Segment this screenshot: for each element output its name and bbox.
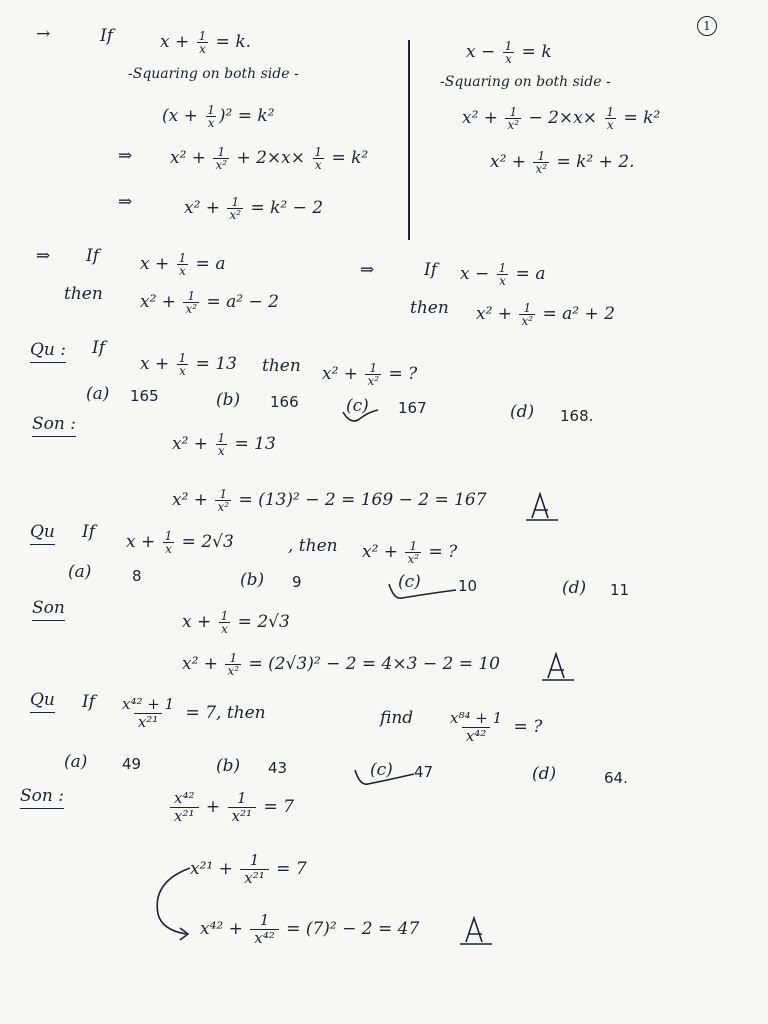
option-a-value: 49 [122,755,142,773]
option-b-value: 43 [268,759,288,777]
option-d: (d) [532,764,557,784]
question-2-label: Qu [30,522,55,545]
if-label: If [100,26,114,46]
result-right: x² + $\frac{1}{\text{x²}}$ = k² + 2. [490,149,635,176]
option-d-value: 64. [604,769,628,787]
question-3-label: Qu [30,690,55,713]
then-label: then [410,298,449,318]
option-a-value: 165 [130,387,159,405]
option-d-value: 168. [560,407,594,425]
solution-2-step-2: x² + $\frac{1}{\text{x²}}$ = (2√3)² − 2 = 4×3 − 2 = 10 [182,651,500,678]
identity-given-right: x − $\frac{1}{x}$ = k [466,39,552,66]
question-3-given: $\frac{\text{x⁴² + 1}}{\text{x²¹}}$ = 7, then [122,695,266,731]
find-label: find [380,708,414,728]
tick-mark-icon [352,764,416,790]
option-a: (a) [68,562,92,582]
option-d: (d) [510,402,535,422]
option-b: (b) [240,570,265,590]
option-c-value: 167 [398,399,427,417]
question-2-given: x + $\frac{1}{x}$ = 2√3 [126,529,234,556]
expansion-left: x² + $\frac{1}{\text{x²}}$ + 2×x× $\frac{1}{x}$ = k² [170,145,369,172]
if-label: If [92,338,106,358]
solution-3-step-1: $\frac{\text{x⁴²}}{\text{x²¹}}$ + $\frac{1}{\text{x²¹}}$ = 7 [168,790,294,825]
squared-equation-left: (x + $\frac{1}{x}$ )² = k² [162,103,275,130]
question-2-ask: x² + $\frac{1}{\text{x²}}$ = ? [362,539,458,566]
answer-mark-icon [458,914,494,952]
answer-mark-icon [524,490,560,528]
rule-result-left: x² + $\frac{1}{\text{x²}}$ = a² − 2 [140,289,279,316]
result-left: x² + $\frac{1}{\text{x²}}$ = k² − 2 [184,195,324,222]
curved-arrow-icon [150,862,200,946]
option-c-value: 10 [458,577,478,595]
option-b: (b) [216,756,241,776]
option-a: (a) [64,752,88,772]
arrow-icon: → [36,24,51,44]
solution-3-label: Son : [20,786,64,809]
option-a-value: 8 [132,567,142,585]
option-d: (d) [562,578,587,598]
solution-3-step-3: x⁴² + $\frac{1}{\text{x⁴²}}$ = (7)² − 2 = 47 [200,911,420,947]
option-c: (c) [370,760,393,780]
option-b-value: 166 [270,393,299,411]
option-d-value: 11 [610,581,630,599]
solution-3-step-2: x²¹ + $\frac{1}{\text{x²¹}}$ = 7 [190,851,307,887]
tick-mark-icon [386,576,458,604]
then-label: , then [288,536,338,556]
solution-2-label: Son [32,598,65,621]
then-label: then [64,284,103,304]
option-b: (b) [216,390,241,410]
solution-1-step-1: x² + $\frac{1}{x}$ = 13 [172,431,276,458]
implies-icon: ⇒ [118,146,133,166]
option-a: (a) [86,384,110,404]
rule-given-left: x + $\frac{1}{x}$ = a [140,251,226,278]
solution-1-step-2: x² + $\frac{1}{\text{x²}}$ = (13)² − 2 = 169 − 2 = 167 [172,487,487,514]
if-label: If [82,522,96,542]
column-divider [408,40,410,240]
answer-mark-icon [540,650,576,688]
option-c: (c) [346,396,369,416]
option-b-value: 9 [292,573,302,591]
question-1-given: x + $\frac{1}{x}$ = 13 [140,351,237,378]
squaring-note-right: -Squaring on both side - [440,74,611,90]
then-label: then [262,356,301,376]
rule-given-right: x − $\frac{1}{x}$ = a [460,261,546,288]
if-label: If [424,260,438,280]
if-label: If [82,692,96,712]
implies-icon: ⇒ [360,260,375,280]
expansion-right: x² + $\frac{1}{\text{x²}}$ − 2×x× $\frac{1}{x}$ = k² [462,105,661,132]
identity-given-left: x + $\frac{1}{x}$ = k. [160,29,252,56]
option-c-value: 47 [414,763,434,781]
if-label: If [86,246,100,266]
solution-2-step-1: x + $\frac{1}{x}$ = 2√3 [182,609,290,636]
rule-result-right: x² + $\frac{1}{\text{x²}}$ = a² + 2 [476,301,615,328]
question-1-ask: x² + $\frac{1}{\text{x²}}$ = ? [322,361,418,388]
page-number: 1 [697,16,717,36]
implies-icon: ⇒ [36,246,51,266]
question-3-ask: $\frac{\text{x⁸⁴ + 1}}{\text{x⁴²}}$ = ? [450,709,543,745]
implies-icon: ⇒ [118,192,133,212]
solution-1-label: Son : [32,414,76,437]
question-1-label: Qu : [30,340,66,363]
squaring-note-left: -Squaring on both side - [128,66,299,82]
tick-mark-icon [340,402,380,426]
option-c: (c) [398,572,421,592]
